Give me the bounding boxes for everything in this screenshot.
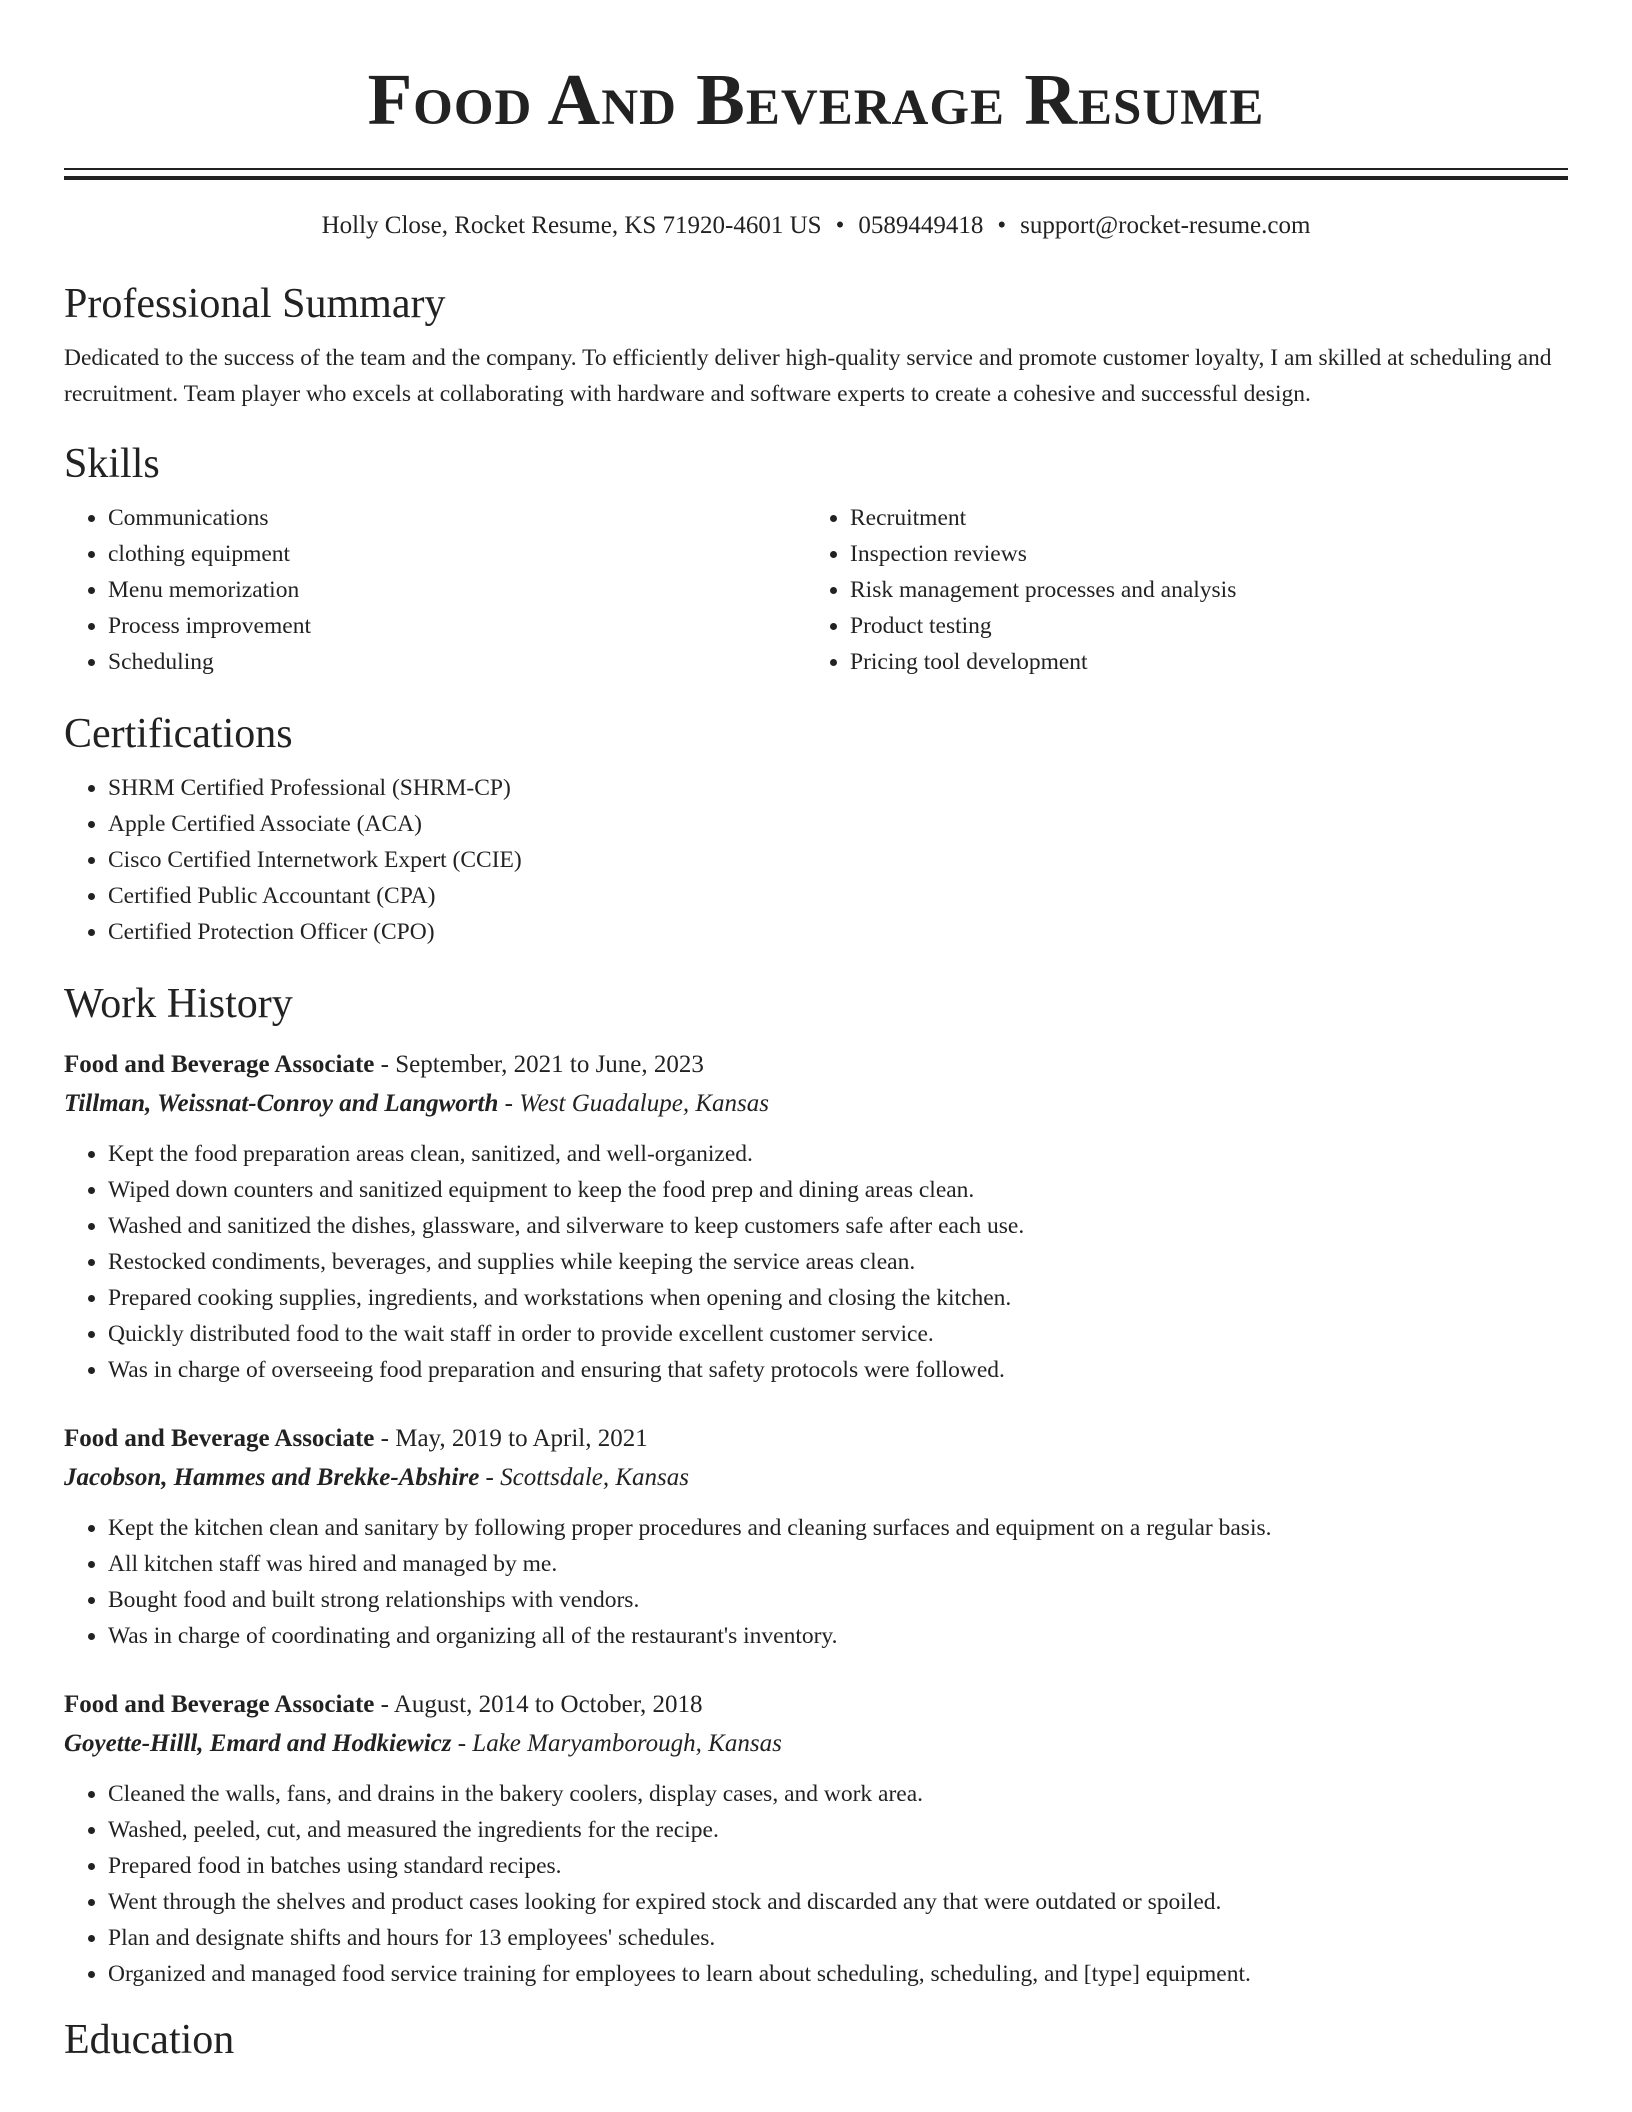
job-title: Food and Beverage Associate [64,1425,375,1452]
job-duties [64,1776,1568,1992]
job-company: Jacobson, Hammes and Brekke-Abshire [64,1464,480,1491]
job-duty: • Was in charge of coordinating and organizing all of the restaurant's inventory. [108,1618,1568,1654]
job-duty: • All kitchen staff was hired and managed by me. [108,1546,1568,1582]
certifications-list [64,770,1568,950]
contact-address: Holly Close, Rocket Resume, KS 71920-4601 US [321,212,822,239]
job-dates: - September, 2021 to June, 2023 [374,1051,704,1078]
job-duty: • Cleaned the walls, fans, and drains in the bakery coolers, display cases, and work area. [108,1776,1568,1812]
resume-title: Food And Beverage Resume [367,59,1265,140]
job-duty: • Bought food and built strong relationships with vendors. [108,1582,1568,1618]
job-duty: • Wiped down counters and sanitized equipment to keep the food prep and dining areas clean. [108,1172,1568,1208]
skills-heading: Skills [64,441,160,487]
job-duties [64,1510,1568,1654]
summary-heading: Professional Summary [64,281,446,327]
education-heading: Education [64,2017,235,2063]
job-duty: • Prepared cooking supplies, ingredients, and workstations when opening and closing the kitchen. [108,1280,1568,1316]
certifications-heading: Certifications [64,711,293,757]
job-location: - West Guadalupe, Kansas [498,1090,769,1117]
job-header [64,1686,1568,1724]
job-company-line [64,1084,1568,1124]
skill-item: • Inspection reviews [850,536,1548,572]
job-entry [64,1420,1568,1654]
job-title: Food and Beverage Associate [64,1051,375,1078]
job-duty: • Prepared food in batches using standard recipes. [108,1848,1568,1884]
title-divider-thick [64,176,1568,180]
contact-separator: • [835,212,845,239]
skill-item: • clothing equipment [108,536,806,572]
job-duty: • Restocked condiments, beverages, and supplies while keeping the service areas clean. [108,1244,1568,1280]
job-company-line [64,1724,1568,1764]
work-history-heading: Work History [64,981,293,1027]
certification-item: • Certified Public Accountant (CPA) [108,878,1568,914]
job-duty: • Washed and sanitized the dishes, glassware, and silverware to keep customers safe after each use. [108,1208,1568,1244]
job-duty: • Organized and managed food service training for employees to learn about scheduling, scheduling, and [type] equipment. [108,1956,1568,1992]
skill-item: • Recruitment [850,500,1548,536]
job-location: - Lake Maryamborough, Kansas [451,1730,782,1757]
skill-item: • Product testing [850,608,1548,644]
job-entry [64,1046,1568,1388]
skill-item: • Communications [108,500,806,536]
job-company: Tillman, Weissnat-Conroy and Langworth [64,1090,499,1117]
certification-item: • Apple Certified Associate (ACA) [108,806,1568,842]
contact-line [64,210,1568,242]
skill-item: • Pricing tool development [850,644,1548,680]
job-duties [64,1136,1568,1388]
job-company: Goyette-Hilll, Emard and Hodkiewicz [64,1730,452,1757]
skill-item: • Menu memorization [108,572,806,608]
contact-separator: • [997,212,1007,239]
job-header [64,1046,1568,1084]
title-divider-thin [64,168,1568,170]
skill-item: • Process improvement [108,608,806,644]
job-duty: • Kept the food preparation areas clean, sanitized, and well-organized. [108,1136,1568,1172]
skill-item: • Risk management processes and analysis [850,572,1548,608]
job-duty: • Kept the kitchen clean and sanitary by following proper procedures and cleaning surfaces and equipment on a regular basis. [108,1510,1568,1546]
certification-item: • SHRM Certified Professional (SHRM-CP) [108,770,1568,806]
job-duty: • Went through the shelves and product cases looking for expired stock and discarded any that were outdated or spoiled. [108,1884,1568,1920]
job-entry [64,1686,1568,1992]
job-company-line [64,1458,1568,1498]
certification-item: • Cisco Certified Internetwork Expert (CCIE) [108,842,1568,878]
contact-email[interactable]: support@rocket-resume.com [1020,212,1311,239]
job-dates: - August, 2014 to October, 2018 [374,1691,703,1718]
skills-list-left [64,500,806,680]
skills-column-right [806,500,1548,680]
skills-column-left [64,500,806,680]
job-duty: • Plan and designate shifts and hours for 13 employees' schedules. [108,1920,1568,1956]
job-duty: • Washed, peeled, cut, and measured the ingredients for the recipe. [108,1812,1568,1848]
summary-text: Dedicated to the success of the team and the company. To efficiently deliver high-quality service and promote customer loyalty, I am skilled at scheduling and recruitment. Team player who excels at collaborating with hardware and software experts to create a cohesive and successful design. [64,345,1552,407]
skills-columns [64,500,1568,680]
job-duty: • Quickly distributed food to the wait staff in order to provide excellent customer service. [108,1316,1568,1352]
skill-item: • Scheduling [108,644,806,680]
job-duty: • Was in charge of overseeing food preparation and ensuring that safety protocols were followed. [108,1352,1568,1388]
job-dates: - May, 2019 to April, 2021 [374,1425,648,1452]
contact-phone: 0589449418 [858,212,984,239]
skills-list-right [806,500,1548,680]
job-title: Food and Beverage Associate [64,1691,375,1718]
job-location: - Scottsdale, Kansas [479,1464,690,1491]
resume-page [64,0,1568,2066]
certification-item: • Certified Protection Officer (CPO) [108,914,1568,950]
job-header [64,1420,1568,1458]
